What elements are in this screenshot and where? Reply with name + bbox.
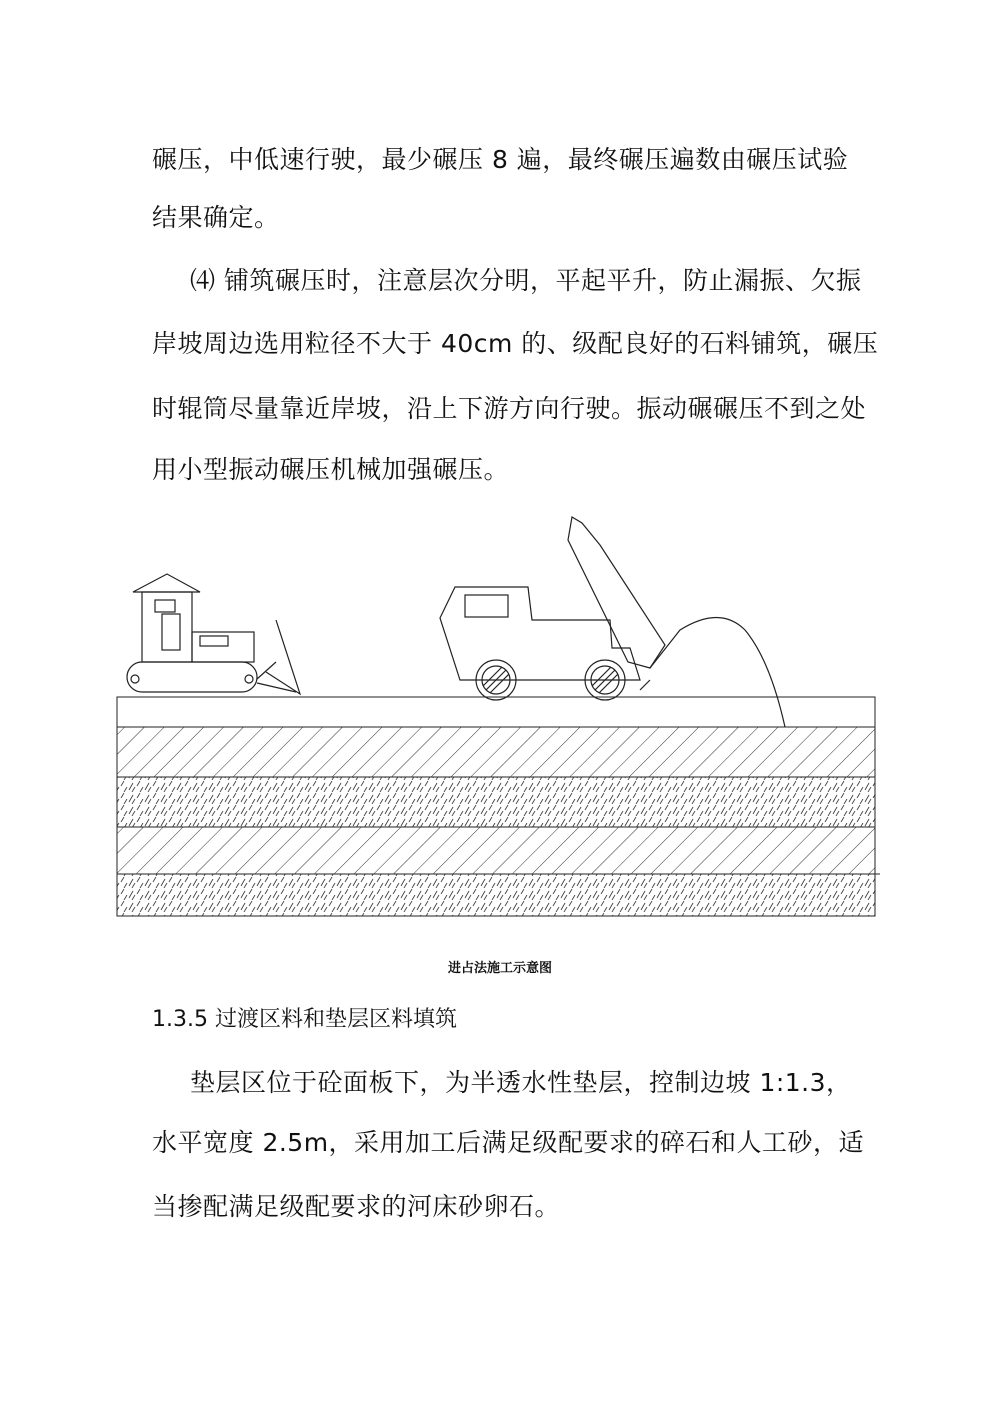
text-line: ⑷ 铺筑碾压时，注意层次分明，平起平升，防止漏振、欠振 [190,266,862,295]
text-line: 碾压，中低速行驶，最少碾压 8 遍，最终碾压遍数由碾压试验 [152,145,849,174]
text-line: 垫层区位于砼面板下，为半透水性垫层，控制边坡 1:1.3， [190,1068,852,1097]
construction-diagram [0,505,1000,925]
text-line: 用小型振动碾压机械加强碾压。 [152,455,510,484]
fill-layer [117,727,875,777]
text-line: 结果确定。 [152,203,280,232]
bulldozer-icon [127,574,300,694]
text-line: 当掺配满足级配要求的河床砂卵石。 [152,1192,561,1221]
ground-platform [117,697,875,727]
text-line: 水平宽度 2.5m，采用加工后满足级配要求的碎石和人工砂，适 [152,1128,865,1157]
fill-layer [117,777,875,827]
text-line: 岸坡周边选用粒径不大于 40cm 的、级配良好的石料铺筑，碾压 [152,329,879,358]
text-line: 时辊筒尽量靠近岸坡，沿上下游方向行驶。振动碾碾压不到之处 [152,394,867,423]
dump-truck-icon [440,517,785,727]
fill-layer [117,874,875,916]
fill-layer [117,827,875,874]
figure-caption: 进占法施工示意图 [447,961,552,976]
section-heading: 1.3.5 过渡区料和垫层区料填筑 [152,1007,457,1032]
